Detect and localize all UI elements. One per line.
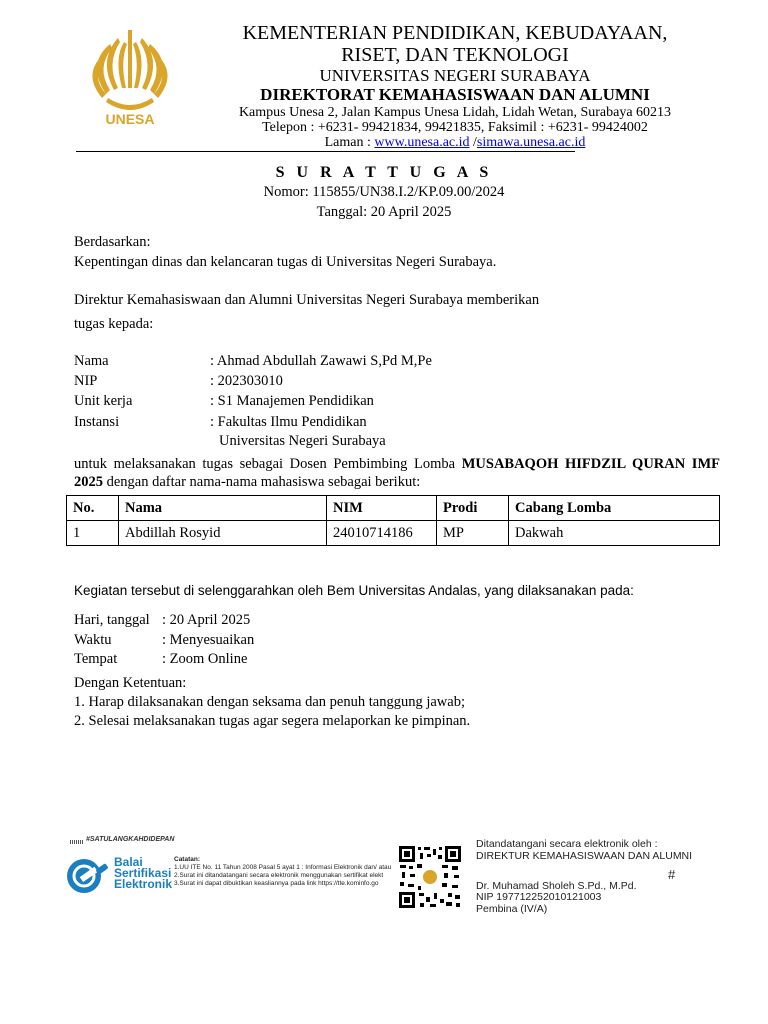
assignee-value-instansi: : Fakultas Ilmu Pendidikan (210, 414, 367, 430)
signed-label: Ditandatangani secara elektronik oleh : (476, 838, 658, 850)
assignee-label-nip: NIP (74, 373, 98, 389)
terms-label: Dengan Ketentuan: (74, 675, 187, 691)
note-item-2: 2.Surat ini ditandatangani secara elektronik menggunakan sertifikat elekt (174, 872, 384, 879)
website-line (190, 136, 720, 150)
directorate-name: DIREKTORAT KEMAHASISWAAN DAN ALUMNI (260, 85, 650, 104)
header-divider (76, 151, 575, 152)
assignee-value-nip: : 202303010 (210, 373, 283, 389)
student-table (66, 495, 720, 546)
letter-title: S U R A T T U G A S (275, 164, 493, 181)
letter-number: Nomor: 115855/UN38.I.2/KP.09.00/2024 (263, 184, 505, 200)
website-separator: / (469, 135, 477, 150)
table-header-no: No. (67, 496, 119, 521)
bsre-line-2: Sertifikasi (114, 866, 172, 880)
notes-title: Catatan: (174, 856, 201, 863)
bsre-line-3: Elektronik (114, 877, 173, 891)
website-label: Laman : (324, 135, 375, 150)
schedule-value-date: : 20 April 2025 (162, 612, 251, 628)
purpose-paragraph (74, 455, 720, 491)
term-item-2: 2. Selesai melaksanakan tugas agar segera melaporkan ke pimpinan. (74, 713, 471, 729)
bsre-wordmark (114, 857, 172, 890)
table-cell-nim: 24010714186 (327, 521, 437, 546)
footer-notes (174, 856, 399, 888)
assignee-value-instansi-line2: Universitas Negeri Surabaya (219, 433, 386, 449)
tagline-stripes (70, 840, 84, 844)
event-text: Kegiatan tersebut di selenggarahkan oleh Bem Universitas Andalas, yang dilaksanakan pada: (74, 583, 634, 598)
bsre-line-1: Balai (114, 855, 143, 869)
table-header-name: Nama (119, 496, 327, 521)
qr-code (398, 845, 462, 909)
assignee-label-name: Nama (74, 353, 109, 369)
table-cell-prodi: MP (437, 521, 509, 546)
signer-name: Dr. Muhamad Sholeh S.Pd., M.Pd. (476, 880, 637, 892)
term-item-1: 1. Harap dilaksanakan dengan seksama dan penuh tanggung jawab; (74, 694, 465, 710)
assignee-label-instansi: Instansi (74, 414, 120, 430)
schedule-label-time: Waktu (74, 632, 112, 648)
address: Kampus Unesa 2, Jalan Kampus Unesa Lidah, Lidah Wetan, Surabaya 60213 (238, 105, 672, 120)
note-item-1: 1.UU ITE No. 11 Tahun 2008 Pasal 5 ayat 1 : Informasi Elektronik dan/ atau (174, 864, 392, 871)
purpose-text-post: dengan daftar nama-nama mahasiswa sebagai berikut: (103, 474, 421, 490)
note-item-3: 3.Surat ini dapat dibuktikan keasliannya pada link https://tte.kominfo.go (174, 880, 379, 887)
signer-title: DIREKTUR KEMAHASISWAAN DAN ALUMNI (476, 850, 693, 862)
table-row (67, 521, 720, 546)
letter-date: Tanggal: 20 April 2025 (316, 204, 452, 220)
assign-line-1: Direktur Kemahasiswaan dan Alumni Universitas Negeri Surabaya memberikan (74, 292, 540, 308)
assignee-label-unit: Unit kerja (74, 393, 133, 409)
hash-mark: # (668, 867, 676, 882)
website-link-unesa[interactable]: www.unesa.ac.id (374, 135, 470, 150)
signer-nip: NIP 197712252010121003 (476, 891, 602, 903)
logo-wordmark: UNESA (105, 111, 155, 127)
schedule-label-place: Tempat (74, 651, 118, 667)
purpose-text-pre: untuk melaksanakan tugas sebagai Dosen Pembimbing Lomba (74, 456, 462, 472)
table-cell-name: Abdillah Rosyid (119, 521, 327, 546)
table-header-nim: NIM (327, 496, 437, 521)
bsre-logo-icon (66, 856, 110, 896)
table-header-branch: Cabang Lomba (509, 496, 720, 521)
assignee-value-unit: : S1 Manajemen Pendidikan (210, 393, 374, 409)
signer-rank: Pembina (IV/A) (476, 903, 548, 915)
tagline: #SATULANGKAHDIDEPAN (86, 836, 175, 843)
phone-fax: Telepon : +6231- 99421834, 99421835, Faksimil : +6231- 99424002 (262, 120, 648, 135)
table-cell-no: 1 (67, 521, 119, 546)
schedule-label-date: Hari, tanggal (74, 612, 150, 628)
table-header-row (67, 496, 720, 521)
assign-line-2: tugas kepada: (74, 316, 154, 332)
based-on-label: Berdasarkan: (74, 234, 151, 250)
ministry-line-2: RISET, DAN TEKNOLOGI (341, 44, 569, 66)
university-name: UNIVERSITAS NEGERI SURABAYA (319, 66, 591, 85)
based-on-text: Kepentingan dinas dan kelancaran tugas di Universitas Negeri Surabaya. (74, 254, 497, 270)
competition-name: MUSABAQOH HIFDZIL QURAN IMF 2025 (74, 456, 720, 490)
table-cell-branch: Dakwah (509, 521, 720, 546)
schedule-value-place: : Zoom Online (162, 651, 248, 667)
assignee-value-name: : Ahmad Abdullah Zawawi S,Pd M,Pe (210, 353, 432, 369)
ministry-line-1: KEMENTERIAN PENDIDIKAN, KEBUDAYAAN, (242, 22, 668, 44)
website-link-simawa[interactable]: simawa.unesa.ac.id (476, 135, 586, 150)
unesa-logo (84, 28, 176, 128)
schedule-value-time: : Menyesuaikan (162, 632, 255, 648)
table-header-prodi: Prodi (437, 496, 509, 521)
